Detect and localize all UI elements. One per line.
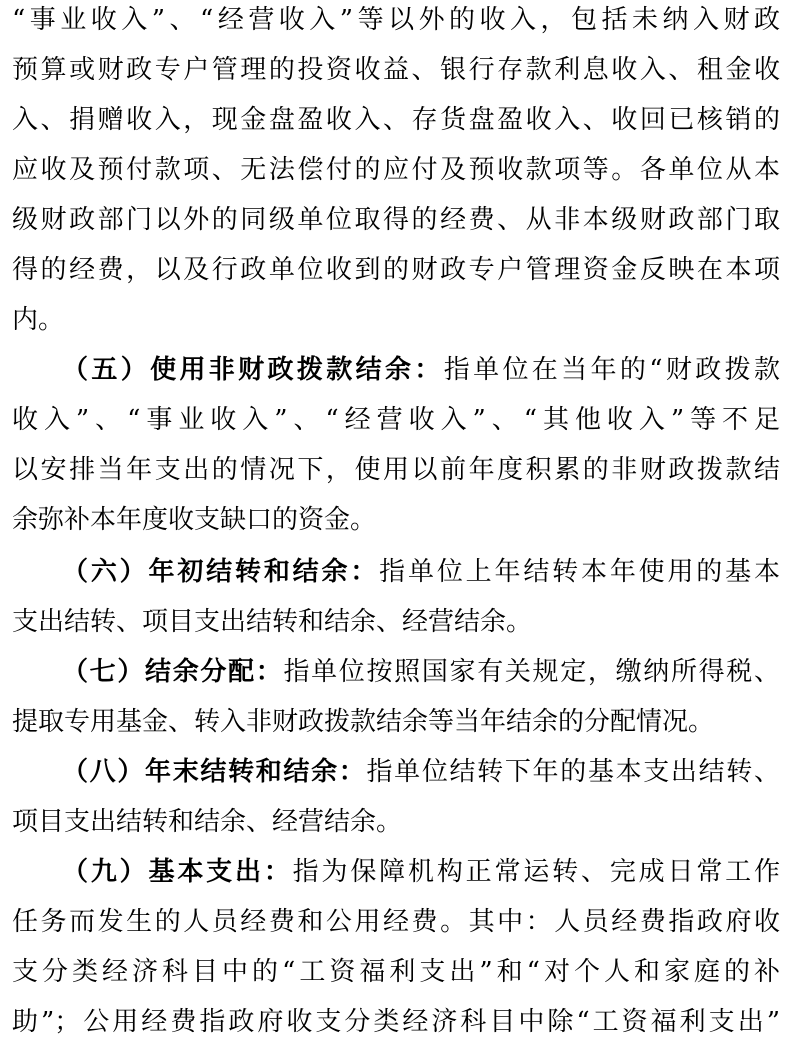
item-text: 指单位上年结转本年使用的基本 xyxy=(379,557,780,587)
item-first-line xyxy=(12,552,780,592)
text-line: 提取专用基金、转入非财政拨款结余等当年结余的分配情况。 xyxy=(12,707,715,737)
text-line: 入、捐赠收入，现金盘盈收入、存货盘盈收入、收回已核销的 xyxy=(12,105,780,135)
item-first-line xyxy=(12,752,780,792)
text-line: 余弥补本年度收支缺口的资金。 xyxy=(12,505,377,535)
text-line: 任务而发生的人员经费和公用经费。其中：人员经费指政府收 xyxy=(12,907,780,937)
text-line: 支分类经济科目中的“工资福利支出”和“对个人和家庭的补 xyxy=(12,957,780,987)
item-text: 指为保障机构正常运转、完成日常工作 xyxy=(292,857,780,887)
item-term: （五）使用非财政拨款结余： xyxy=(62,355,444,385)
item-text: 指单位在当年的“财政拨款 xyxy=(443,355,780,385)
item-term: （八）年末结转和结余： xyxy=(62,757,367,787)
item-term: （七）结余分配： xyxy=(62,657,284,687)
item-first-line xyxy=(12,350,780,390)
item-first-line xyxy=(12,652,780,692)
text-line: 内。 xyxy=(12,305,65,335)
text-line: 助”；公用经费指政府收支分类经济科目中除“工资福利支出” xyxy=(12,1007,780,1037)
item-term: （六）年初结转和结余： xyxy=(62,557,380,587)
text-line: 应收及预付款项、无法偿付的应付及预收款项等。各单位从本 xyxy=(12,155,780,185)
item-term: （九）基本支出： xyxy=(62,857,293,887)
text-line: “事业收入”、“经营收入”等以外的收入，包括未纳入财政 xyxy=(12,5,780,35)
text-line: 项目支出结转和结余、经营结余。 xyxy=(12,807,403,837)
text-line: 以安排当年支出的情况下，使用以前年度积累的非财政拨款结 xyxy=(12,455,780,485)
text-line: 级财政部门以外的同级单位取得的经费、从非本级财政部门取 xyxy=(12,205,780,235)
text-line: 得的经费，以及行政单位收到的财政专户管理资金反映在本项 xyxy=(12,255,780,285)
text-line: 收入”、“事业收入”、“经营收入”、“其他收入”等不足 xyxy=(12,405,780,435)
item-first-line xyxy=(12,852,780,892)
item-text: 指单位结转下年的基本支出结转、 xyxy=(366,757,780,787)
text-line: 支出结转、项目支出结转和结余、经营结余。 xyxy=(12,607,533,637)
item-text: 指单位按照国家有关规定，缴纳所得税、 xyxy=(283,657,780,687)
text-line: 预算或财政专户管理的投资收益、银行存款利息收入、租金收 xyxy=(12,55,780,85)
